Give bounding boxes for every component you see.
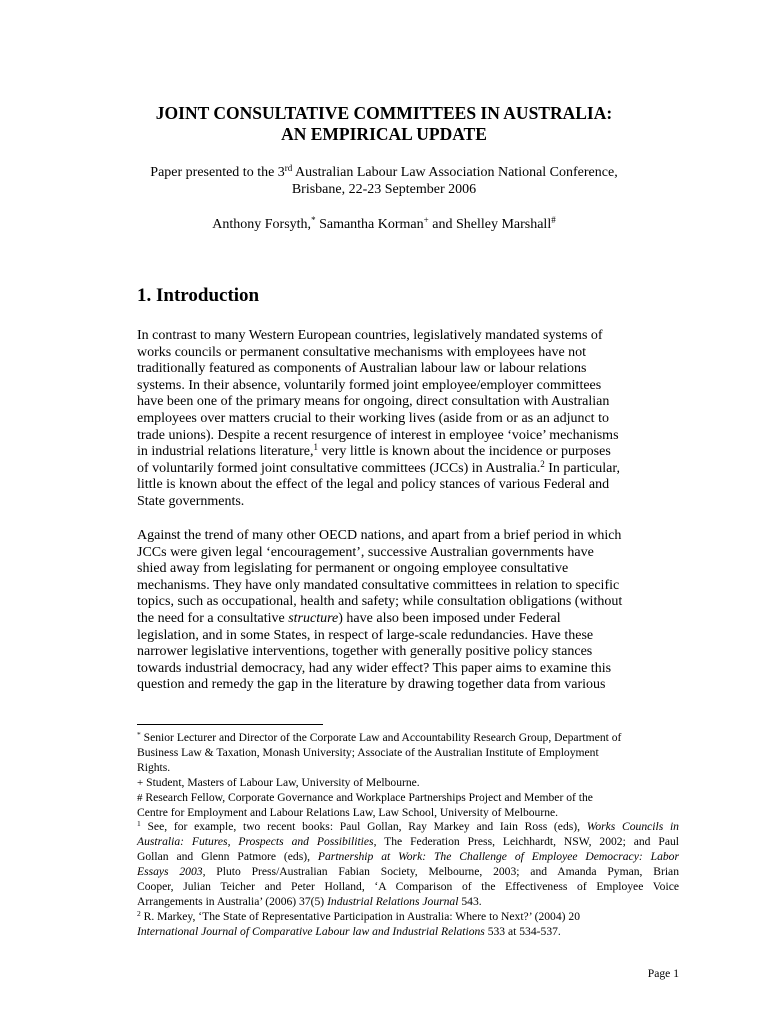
author-footnote-mark[interactable]: *: [311, 215, 316, 225]
author-footnote-mark[interactable]: +: [423, 215, 429, 225]
presentation-note: [100, 164, 668, 198]
presentation-line-1: Paper presented to the 3rd Australian Labour Law Association National Conference,: [150, 163, 618, 180]
presentation-line-2: Brisbane, 22-23 September 2006: [291, 182, 477, 197]
section-heading: 1. Introduction: [137, 285, 260, 306]
footnote-author-3: # Research Fellow, Corporate Governance and Workplace Partnerships Project and Member of the: [137, 790, 593, 804]
footnote-1: $^1$ See, for example, two recent books: Paul Gollan, Ray Markey and Iain Ross (eds), Works Councils in: [137, 819, 679, 834]
author-korman: Samantha Korman: [315, 217, 424, 232]
body-paragraph-2: Against the trend of many other OECD nations, and apart from a brief period in which JCCs were given legal ‘encouragement’, successive Australian governments have shied away from legislating for permanent or ongoing employee consultative mechanisms. They have only mandated consultative committees in relation to specific topics, such as occupational, health and safety; while consultation obligations (without the need for a consultative structure) have also been imposed under Federal legislation, and in some States, in respect of large-scale redundancies. Have these narrower legislative interventions, together with generally positive policy stances towards industrial democracy, had any wider effect? This paper aims to examine this question and remedy the gap in the literature by drawing together data from various: [137, 528, 623, 693]
title-line-2: AN EMPIRICAL UPDATE: [281, 124, 487, 144]
author-marshall: and Shelley Marshall: [428, 217, 552, 232]
footnote-separator: [137, 724, 323, 725]
body-paragraph-1: In contrast to many Western European countries, legislatively mandated systems of works councils or permanent consultative mechanisms with employees have not traditionally featured as components of Australian labour law or labour relations systems. In their absence, voluntarily formed joint employee/employer committees have been one of the primary means for ongoing, direct consultation with Australian employees over matters crucial to their working lives (aside from or as an adjunct to trade unions). Despite a recent resurgence of interest in employee ‘voice’ mechanisms in industrial relations literature,$^1$ very little is known about the incidence or purposes of voluntarily formed joint consultative committees (JCCs) in Australia.$^2$ In particular, little is known about the effect of the legal and policy stances of various Federal and State governments.: [137, 328, 620, 509]
ordinal-superscript: rd: [284, 163, 293, 173]
footnote-2: $^2$ R. Markey, ‘The State of Representative Participation in Australia: Where to Next?’ (2004) 20: [137, 908, 580, 923]
footnotes: * Senior Lecturer and Director of the Corporate Law and Accountability Research Group, Department of Business Law & Taxation, Monash University; Associate of the Australian Institute of Employment Rights. + Student, Masters of Labour Law, University of Melbourne. # Research Fellow, Corporate Governance and Workplace Partnerships Project and Member of the Centre for Employment and Labour Relations Law, Law School, University of Melbourne. $^1$ See, for example, two recent books: Paul Gollan, Ray Markey and Iain Ross (eds), Works Councils in Australia: Futures, Prospects and Possibilities, The Federation Press, Leichhardt, NSW, 2002; and Paul Gollan and Glenn Patmore (eds), Partnership at Work: The Challenge of Employee Democracy: Labor Essays 2003, Pluto Press/Australian Fabian Society, Melbourne, 2003; and Amanda Pyman, Brian Cooper, Julian Teicher and Peter Holland, ‘A Comparison of the Effectiveness of Employee Voice Arrangements in Australia’ (2006) 37(5) Industrial Relations Journal 543. $^2$ R. Markey, ‘The State of Representative Participation in Australia: Where to Next?’ (2004) 20 International Journal of Comparative Labour law and Industrial Relations 533 at 534-537.: [137, 730, 679, 938]
author-footnote-mark[interactable]: #: [551, 215, 556, 225]
page-number: Page 1: [647, 967, 679, 980]
title-line-1: JOINT CONSULTATIVE COMMITTEES IN AUSTRALIA:: [155, 103, 613, 123]
footnote-ref-1[interactable]: 1: [313, 442, 319, 453]
footnote-author-1: * Senior Lecturer and Director of the Corporate Law and Accountability Research Group, Department of: [137, 730, 622, 744]
author-list: [100, 216, 668, 233]
paper-title: [120, 103, 648, 145]
author-forsyth: Anthony Forsyth,: [212, 217, 312, 232]
footnote-ref-2[interactable]: 2: [540, 458, 545, 469]
footnote-author-2: + Student, Masters of Labour Law, University of Melbourne.: [137, 775, 420, 789]
